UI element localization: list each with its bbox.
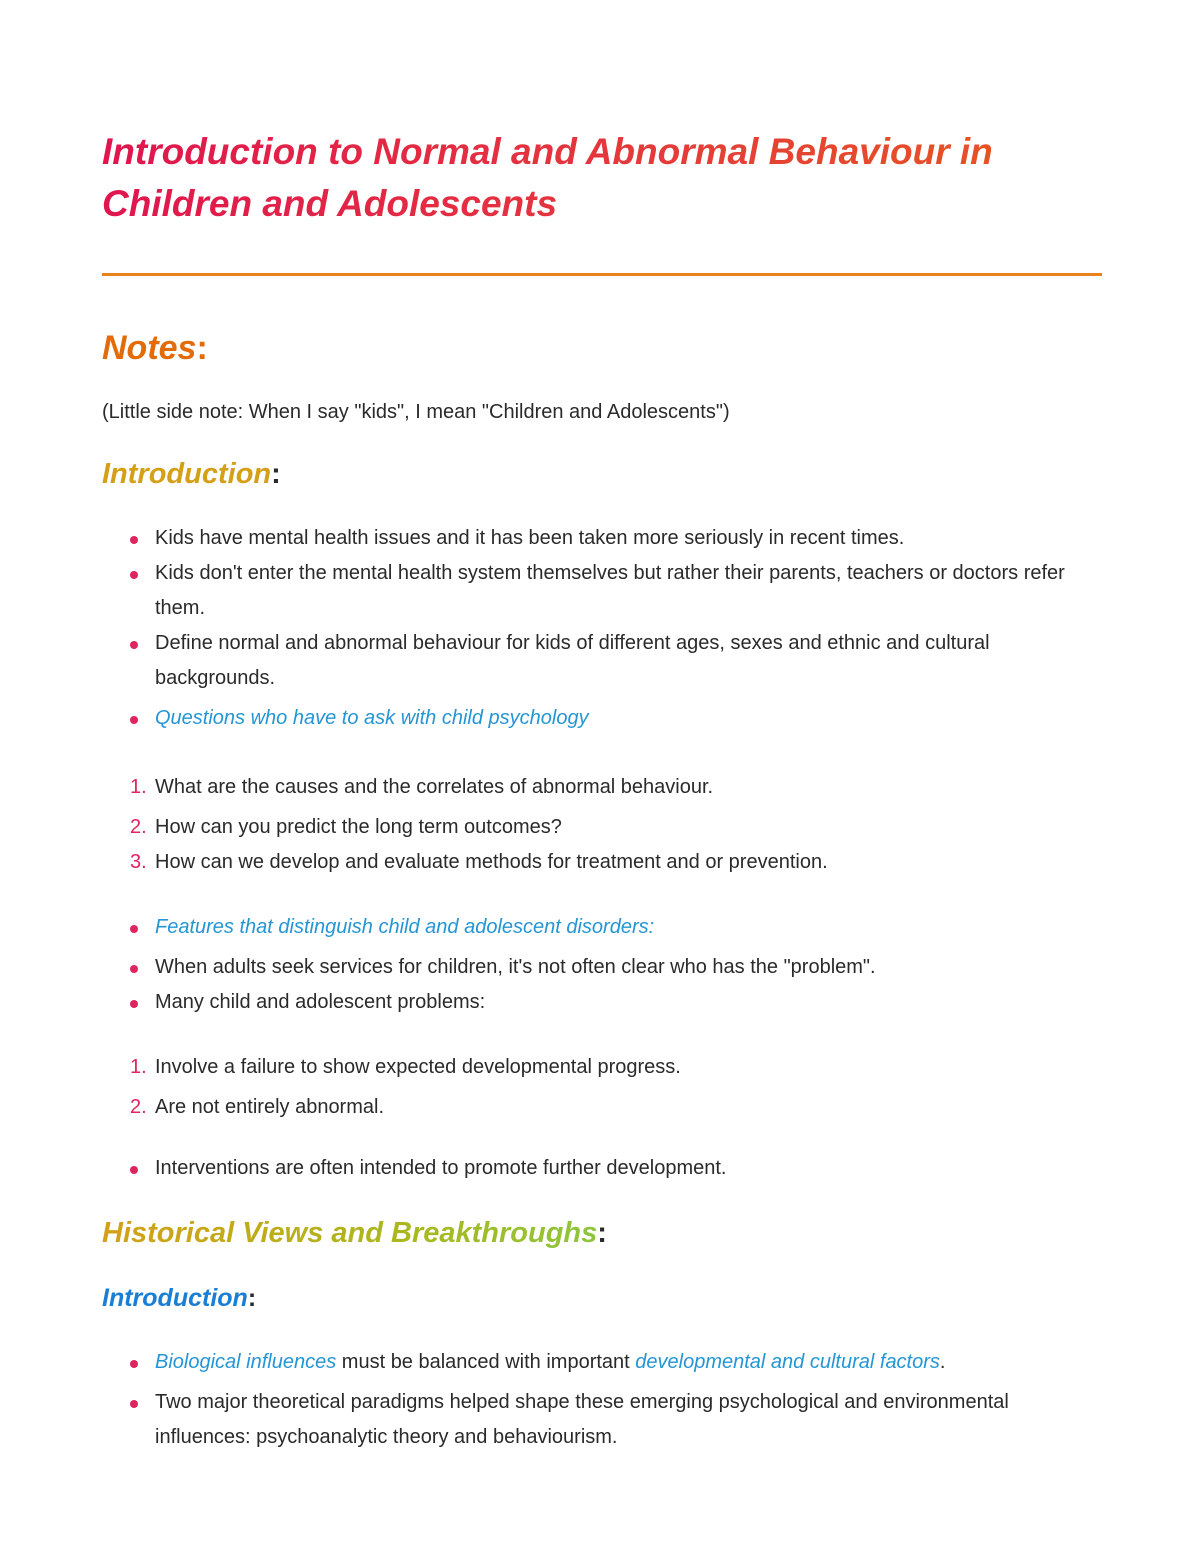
historical-introduction-heading-colon: : [247, 1284, 257, 1312]
biological-influences-link[interactable]: Biological influences [155, 1351, 337, 1373]
list-number: 1. [130, 1056, 147, 1078]
list-item-text: What are the causes and the correlates of abnormal behaviour. [155, 776, 714, 798]
historical-heading-colon: : [597, 1217, 607, 1249]
list-item: Many child and adolescent problems: [102, 985, 1102, 1020]
developmental-factors-link[interactable]: developmental and cultural factors [635, 1351, 940, 1373]
list-number: 2. [130, 816, 147, 838]
horizontal-rule [102, 273, 1102, 276]
list-item [102, 1345, 1102, 1380]
list-number: 1. [130, 776, 147, 798]
notes-heading-text: Notes [102, 329, 197, 367]
list-item-text: Involve a failure to show expected developmental progress. [155, 1056, 681, 1078]
interventions-bullet-list [102, 1151, 1102, 1186]
questions-link-text[interactable]: Questions who have to ask with child psychology [155, 707, 589, 729]
introduction-heading [102, 456, 281, 492]
list-item-text: must be balanced with important [336, 1351, 636, 1373]
list-item: When adults seek services for children, it's not often clear who has the "problem". [102, 950, 1102, 985]
historical-bullet-list [102, 1345, 1102, 1455]
list-item [102, 1050, 1102, 1085]
questions-numbered-list [102, 770, 1102, 880]
list-item-text: Are not entirely abnormal. [155, 1096, 385, 1118]
features-bullet-list [102, 910, 1102, 1020]
list-number: 3. [130, 851, 147, 873]
historical-introduction-heading [102, 1282, 256, 1314]
introduction-heading-colon: : [271, 458, 281, 490]
list-item-text: How can we develop and evaluate methods for treatment and or prevention. [155, 851, 828, 873]
list-item [102, 810, 1102, 845]
list-item [102, 770, 1102, 805]
problems-numbered-list [102, 1050, 1102, 1125]
historical-heading [102, 1214, 607, 1252]
list-item [102, 845, 1102, 880]
list-item: Kids don't enter the mental health system themselves but rather their parents, teachers or doctors refer them. [102, 556, 1102, 626]
list-item: Interventions are often intended to promote further development. [102, 1151, 1102, 1186]
notes-heading-colon: : [196, 329, 208, 367]
side-note: (Little side note: When I say "kids", I mean "Children and Adolescents") [102, 401, 730, 423]
intro-bullet-list [102, 521, 1102, 736]
introduction-heading-text: Introduction [102, 458, 272, 490]
list-item [102, 910, 1102, 945]
list-item [102, 701, 1102, 736]
historical-introduction-heading-text: Introduction [102, 1284, 248, 1312]
document-title: Introduction to Normal and Abnormal Behaviour in Children and Adolescents [102, 126, 1102, 230]
list-number: 2. [130, 1096, 147, 1118]
historical-heading-text: Historical Views and Breakthroughs [102, 1217, 598, 1249]
notes-heading [102, 328, 208, 368]
list-item: Two major theoretical paradigms helped shape these emerging psychological and environmental influences: psychoanalytic theory and behaviourism. [102, 1385, 1102, 1455]
list-item: Kids have mental health issues and it has been taken more seriously in recent times. [102, 521, 1102, 556]
features-link-text[interactable]: Features that distinguish child and adolescent disorders: [155, 916, 655, 938]
list-item [102, 1090, 1102, 1125]
list-item-text: . [939, 1351, 946, 1373]
list-item: Define normal and abnormal behaviour for kids of different ages, sexes and ethnic and cultural backgrounds. [102, 626, 1102, 696]
list-item-text: How can you predict the long term outcomes? [155, 816, 562, 838]
